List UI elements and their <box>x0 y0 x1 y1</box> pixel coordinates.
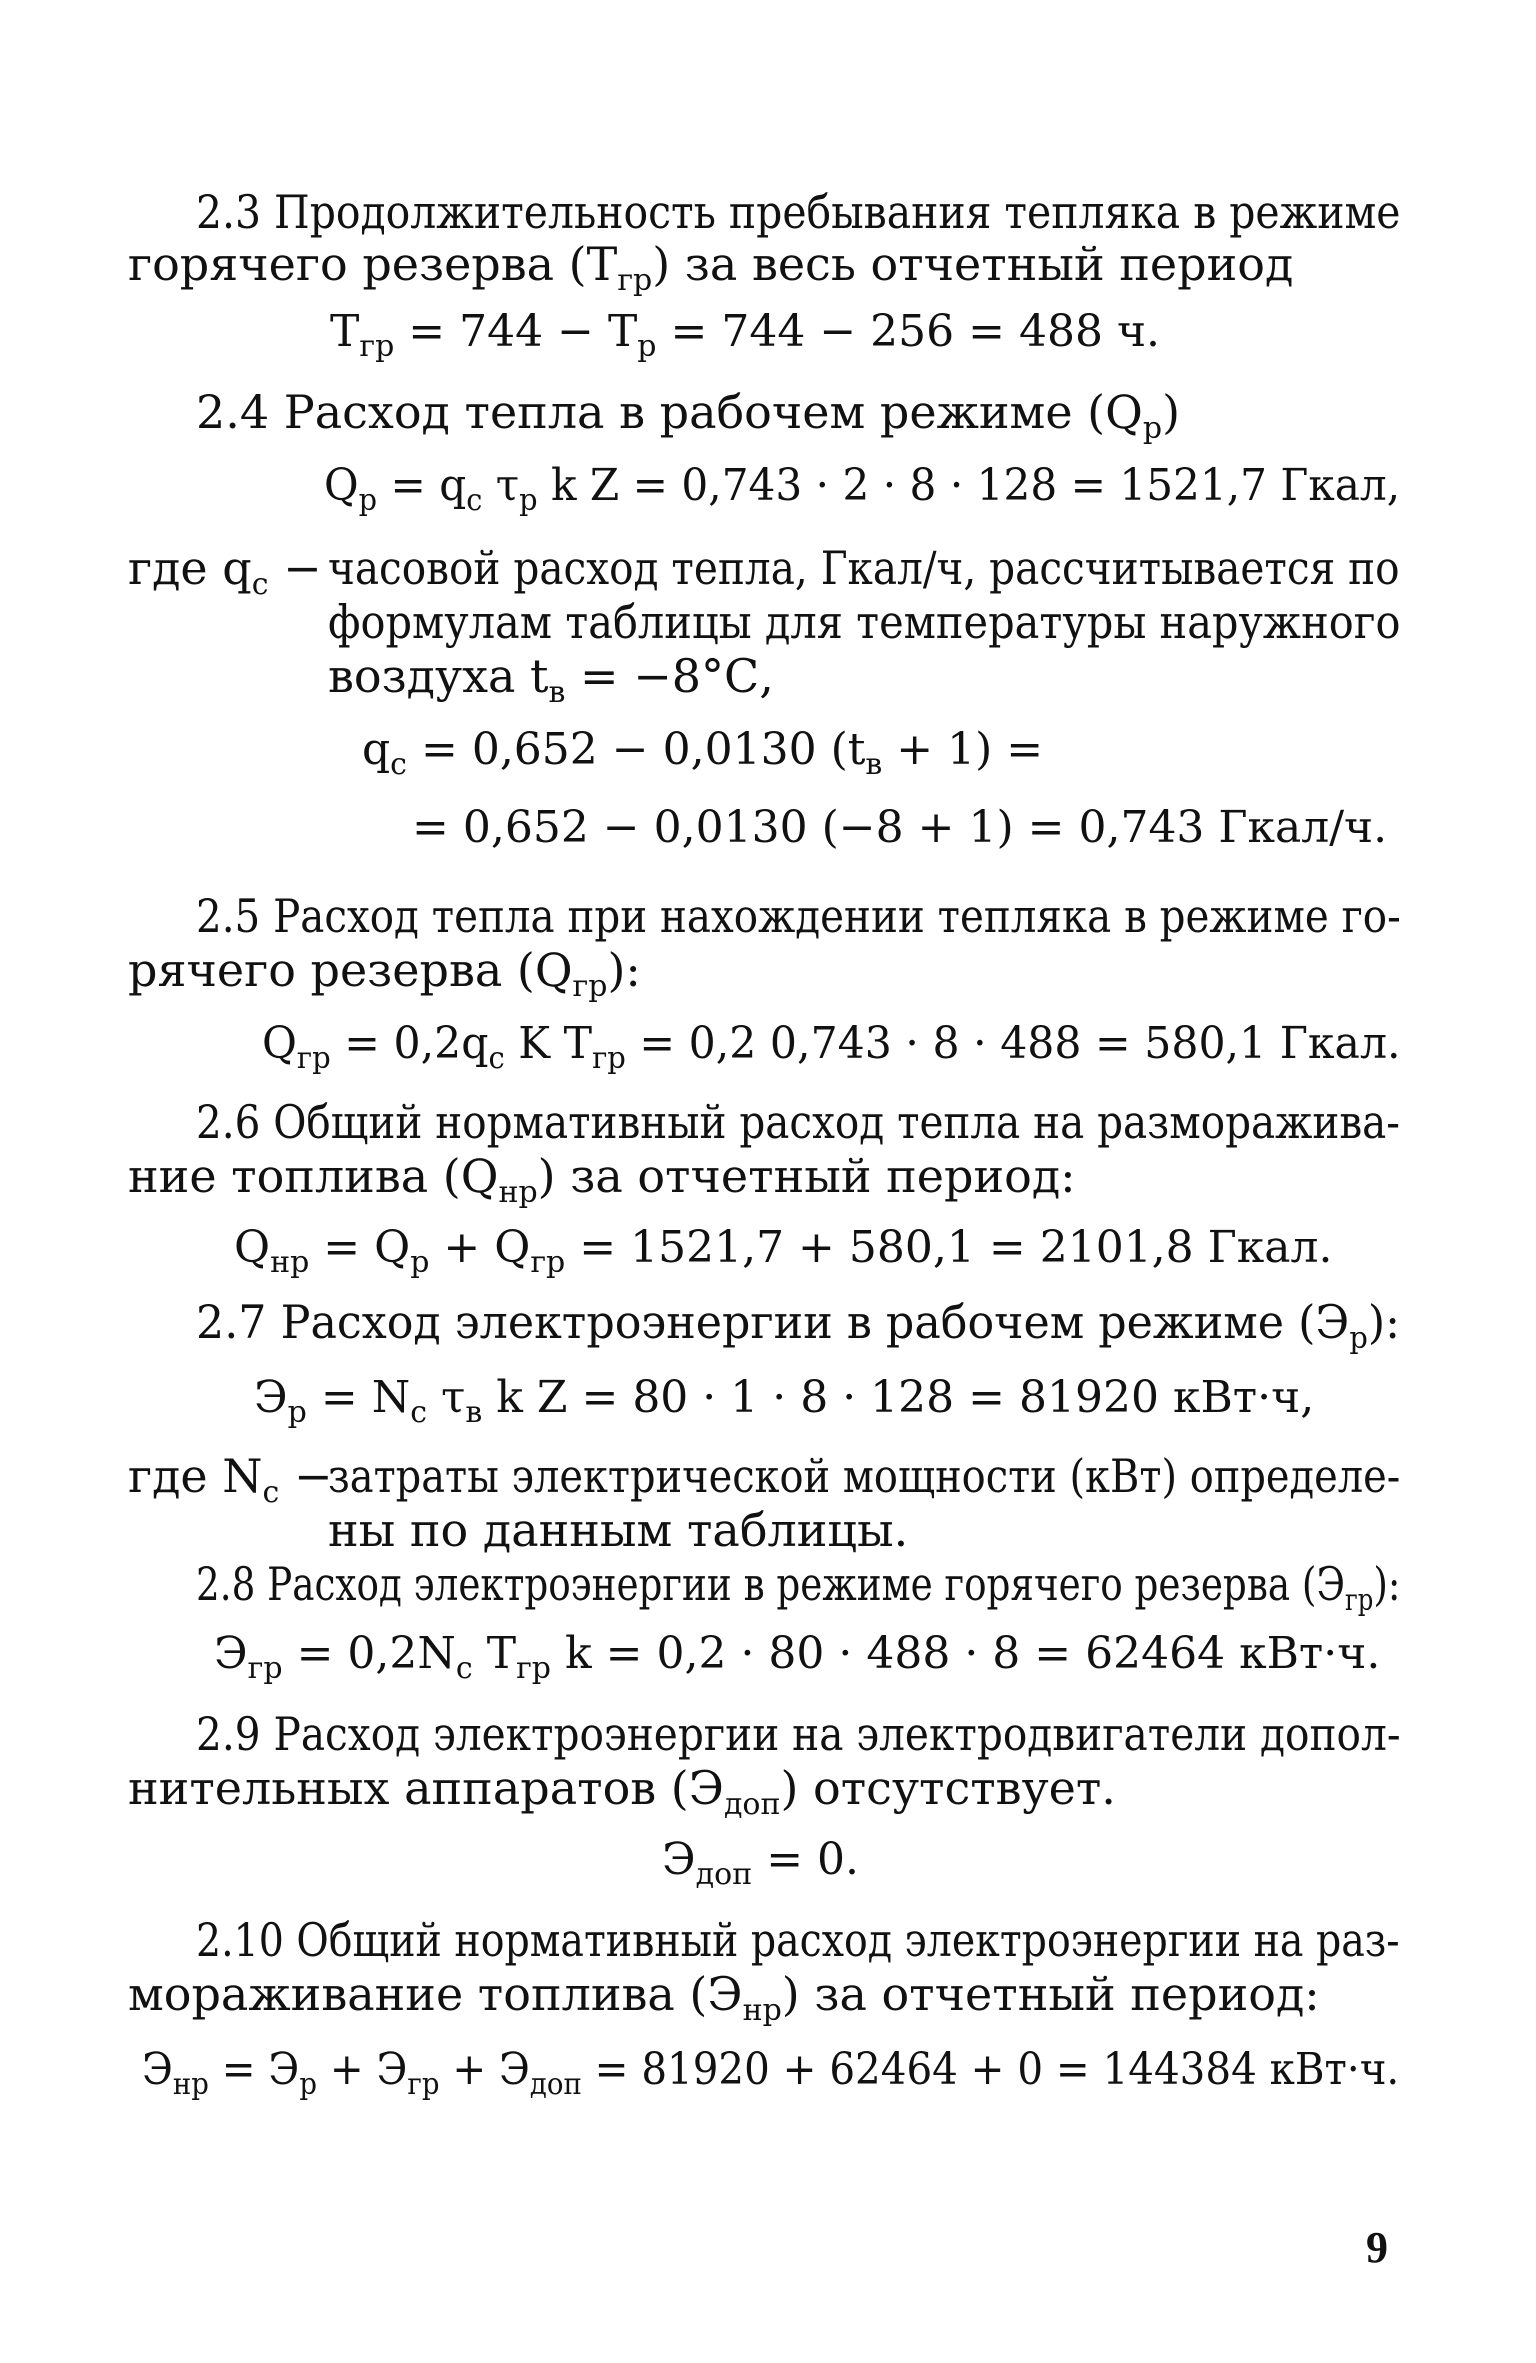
text-run: = Э <box>208 2044 300 2095</box>
subscript: гр <box>592 1041 626 1076</box>
text-run: = 0. <box>752 1834 860 1885</box>
text-run: 2.8 Расход электроэнергии в режиме горячего резерва (Э <box>196 1557 1346 1611</box>
subscript: с <box>466 483 483 518</box>
section-2-4-where-line-3 <box>328 648 774 710</box>
text-run: ние топлива (Q <box>128 1149 499 1203</box>
section-2-7-where-line-2 <box>328 1502 908 1558</box>
text-run: + Э <box>316 2044 408 2095</box>
section-2-5-line-1 <box>196 888 1401 944</box>
subscript: гр <box>617 263 653 298</box>
subscript: р <box>287 1395 307 1430</box>
section-2-6-line-2 <box>128 1148 1076 1210</box>
text-run: ): <box>1373 1557 1401 1611</box>
text-run: = 0,2q <box>330 1018 489 1069</box>
text-run: = 744 − Т <box>394 306 638 357</box>
text-run: затраты электрической мощности (кВт) определе- <box>328 1449 1401 1503</box>
subscript: доп <box>723 1787 781 1822</box>
subscript: гр <box>247 1651 283 1686</box>
text-run: τ <box>482 460 520 511</box>
text-run: ) за весь отчетный период <box>652 237 1294 291</box>
text-run: Э <box>662 1834 696 1885</box>
section-2-7-where-line-1 <box>328 1448 1400 1504</box>
section-2-4-formula-qc-2 <box>412 800 1387 856</box>
section-2-4-where-line-1 <box>328 540 1400 596</box>
subscript: с <box>262 1475 280 1510</box>
text-run: + 1) = <box>882 724 1044 775</box>
text-run: K T <box>504 1018 593 1069</box>
section-2-4-where-label <box>128 540 322 602</box>
text-run: Э <box>254 1372 288 1423</box>
section-2-6-line-1 <box>196 1094 1400 1150</box>
section-2-9-line-2 <box>128 1760 1116 1822</box>
text-run: T <box>472 1628 517 1679</box>
subscript: с <box>410 1395 428 1430</box>
text-run: ны по данным таблицы. <box>328 1503 909 1557</box>
text-run: = 0,2N <box>282 1628 456 1679</box>
text-run: = q <box>377 460 467 511</box>
text-run: рячего резерва (Q <box>128 943 573 997</box>
text-run: = 0,652 − 0,0130 (t <box>406 724 866 775</box>
section-2-8-formula <box>214 1626 1381 1686</box>
subscript: доп <box>529 2067 582 2102</box>
section-2-8-line-1 <box>196 1556 1401 1618</box>
section-2-9-formula <box>662 1832 860 1892</box>
text-run: − <box>268 541 322 595</box>
text-run: ) отсутствует. <box>780 1761 1116 1815</box>
subscript: гр <box>296 1041 331 1076</box>
text-run: + Q <box>429 1222 531 1273</box>
text-run: мораживание топлива (Э <box>128 1967 743 2021</box>
text-run: воздуха t <box>328 649 549 703</box>
subscript: гр <box>1345 1583 1374 1618</box>
text-run: Э <box>142 2044 173 2095</box>
subscript: с <box>251 567 269 602</box>
text-run: = 81920 + 62464 + 0 = 144384 кВт·ч. <box>581 2044 1400 2095</box>
text-run: + Э <box>439 2044 530 2095</box>
text-run: k = 0,2 · 80 · 488 · 8 = 62464 кВт·ч. <box>551 1628 1381 1679</box>
section-2-5-formula <box>262 1016 1401 1076</box>
text-run: = Q <box>309 1222 411 1273</box>
section-2-10-line-1 <box>196 1912 1400 1968</box>
section-2-5-line-2 <box>128 942 641 1004</box>
text-run: = 0,2 0,743 · 8 · 488 = 580,1 Гкал. <box>625 1018 1401 1069</box>
text-run: k Z = 0,743 · 2 · 8 · 128 = 1521,7 Гкал, <box>537 460 1401 511</box>
text-run: τ <box>427 1372 466 1423</box>
text-run: 2.9 Расход электроэнергии на электродвигатели допол- <box>196 1707 1401 1761</box>
subscript: р <box>358 483 378 518</box>
subscript: в <box>465 1395 483 1430</box>
text-run: ) за отчетный период: <box>781 1967 1320 2021</box>
text-run: Т <box>330 306 360 357</box>
text-run: 2.3 Продолжительность пребывания тепляка в режиме <box>196 185 1401 239</box>
text-run: Q <box>324 460 359 511</box>
section-2-10-line-2 <box>128 1966 1320 2028</box>
text-run: 2.7 Расход электроэнергии в рабочем режиме (Э <box>196 1295 1350 1349</box>
text-run: формулам таблицы для температуры наружного <box>328 595 1401 649</box>
section-2-4-where-line-2 <box>328 594 1400 650</box>
text-run: ): <box>607 943 641 997</box>
subscript: гр <box>572 969 608 1004</box>
text-run: = 744 − 256 = 488 ч. <box>656 306 1161 357</box>
section-2-6-formula <box>234 1220 1333 1280</box>
subscript: гр <box>516 1651 551 1686</box>
subscript: нр <box>742 1993 782 2028</box>
section-2-4-formula-qc-1 <box>362 722 1044 782</box>
subscript: р <box>299 2067 317 2102</box>
section-2-3-line-1 <box>196 184 1400 240</box>
text-run: 2.4 Расход тепла в рабочем режиме (Q <box>196 385 1143 439</box>
section-2-4-formula <box>324 458 1401 518</box>
subscript: нр <box>270 1245 310 1280</box>
text-run: горячего резерва (Т <box>128 237 618 291</box>
subscript: в <box>548 675 566 710</box>
text-run: где q <box>128 541 252 595</box>
subscript: р <box>1142 411 1163 446</box>
text-run: часовой расход тепла, Гкал/ч, рассчитывается по <box>328 541 1400 595</box>
text-run: = N <box>306 1372 411 1423</box>
text-run: = 0,652 − 0,0130 (−8 + 1) = 0,743 Гкал/ч. <box>412 802 1388 853</box>
subscript: с <box>390 747 407 782</box>
section-2-7-line-1 <box>196 1294 1401 1356</box>
subscript: гр <box>359 329 395 364</box>
text-run: нительных аппаратов (Э <box>128 1761 724 1815</box>
subscript: с <box>455 1651 473 1686</box>
text-run: 2.10 Общий нормативный расход электроэнергии на раз- <box>196 1913 1400 1967</box>
text-run: = −8°С, <box>565 649 774 703</box>
section-2-9-line-1 <box>196 1706 1401 1762</box>
text-run: 2.5 Расход тепла при нахождении тепляка в режиме го- <box>196 889 1401 943</box>
section-2-7-formula <box>254 1370 1315 1430</box>
subscript: в <box>865 747 883 782</box>
text-run: Q <box>234 1222 271 1273</box>
text-run: − <box>279 1449 333 1503</box>
text-run: q <box>362 724 391 775</box>
text-run: ): <box>1367 1295 1401 1349</box>
section-2-7-where-label <box>128 1448 333 1510</box>
subscript: р <box>519 483 538 518</box>
subscript: гр <box>407 2067 440 2102</box>
subscript: с <box>488 1041 505 1076</box>
subscript: нр <box>498 1175 538 1210</box>
text-run: Э <box>214 1628 248 1679</box>
section-2-3-line-2 <box>128 236 1294 298</box>
subscript: гр <box>530 1245 566 1280</box>
subscript: р <box>410 1245 430 1280</box>
text-run: 2.6 Общий нормативный расход тепла на разморажива- <box>196 1095 1400 1149</box>
text-run: ) за отчетный период: <box>537 1149 1076 1203</box>
section-2-3-formula <box>330 304 1161 364</box>
subscript: доп <box>695 1857 753 1892</box>
text-run: ) <box>1162 385 1181 439</box>
subscript: р <box>637 329 657 364</box>
section-2-10-formula <box>142 2042 1400 2102</box>
page-number: 9 <box>1366 2223 1388 2272</box>
text-run: Q <box>262 1018 297 1069</box>
text-run: = 1521,7 + 580,1 = 2101,8 Гкал. <box>565 1222 1333 1273</box>
subscript: нр <box>172 2067 209 2102</box>
subscript: р <box>1349 1321 1368 1356</box>
text-run: где N <box>128 1449 263 1503</box>
text-run: k Z = 80 · 1 · 8 · 128 = 81920 кВт·ч, <box>482 1372 1315 1423</box>
section-2-4-line-1 <box>196 384 1181 446</box>
